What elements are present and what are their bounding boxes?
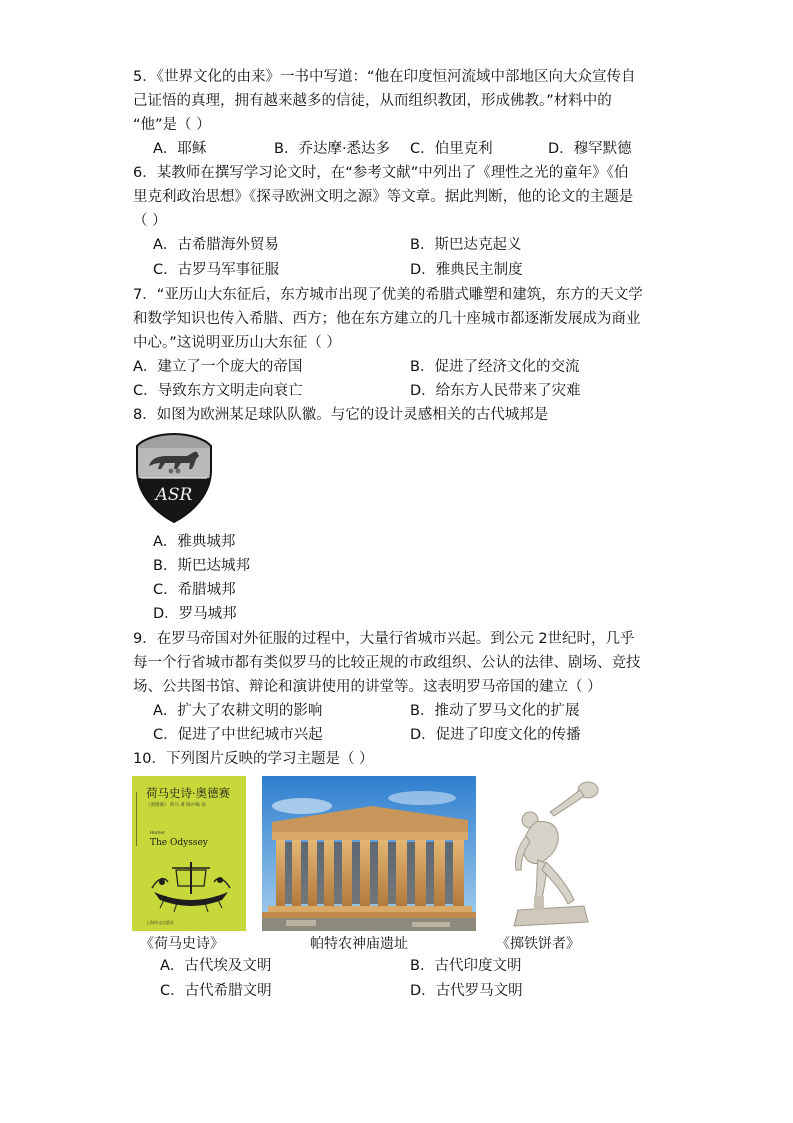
q7-option-b[interactable]: B．促进了经济文化的交流 (410, 359, 580, 375)
ship-illustration-icon (148, 858, 234, 914)
q5-stem-line1: 5．《世界文化的由来》一书中写道：“他在印度恒河流域中部地区向大众宣传自 (133, 69, 636, 85)
parthenon-ruins-image (262, 776, 476, 931)
q6-option-b[interactable]: B．斯巴达克起义 (410, 237, 522, 253)
q9-option-b[interactable]: B．推动了罗马文化的扩展 (410, 703, 580, 719)
q10-option-c[interactable]: C．古代希腊文明 (160, 983, 272, 999)
q6-option-d[interactable]: D．雅典民主制度 (410, 262, 523, 278)
caption-parthenon: 帕特农神庙遗址 (310, 936, 408, 952)
book-subtitle: 《奥德赛》 荷马 著 陈中梅 译 (146, 803, 206, 808)
q9-stem-line2: 每一个行省城市都有类似罗马的比较正规的市政组织、公认的法律、剧场、竞技 (133, 655, 641, 671)
q5-option-b[interactable]: B．乔达摩·悉达多 (274, 141, 391, 157)
book-author-en: Homer (150, 831, 166, 836)
book-title-en: The Odyssey (150, 838, 208, 848)
q8-stem-line1: 8．如图为欧洲某足球队队徽。与它的设计灵感相关的古代城邦是 (133, 407, 549, 423)
book-title-cn: 荷马史诗·奥德赛 (146, 786, 231, 800)
discobolus-statue-image (488, 776, 608, 931)
q7-stem-line1: 7．“亚历山大东征后，东方城市出现了优美的希腊式雕塑和建筑，东方的天文学 (133, 287, 643, 303)
q10-option-b[interactable]: B．古代印度文明 (410, 958, 522, 974)
q5-stem-line3: “他”是（ ） (133, 117, 211, 133)
crest-monogram: ASR (155, 485, 193, 505)
q7-option-a[interactable]: A．建立了一个庞大的帝国 (133, 359, 303, 375)
q8-option-b[interactable]: B．斯巴达城邦 (153, 558, 250, 574)
q5-option-d[interactable]: D．穆罕默德 (548, 141, 632, 157)
q6-stem-line1: 6．某教师在撰写学习论文时，在“参考文献”中列出了《理性之光的童年》《伯 (133, 165, 629, 181)
q9-option-c[interactable]: C．促进了中世纪城市兴起 (153, 727, 323, 743)
q8-option-d[interactable]: D．罗马城邦 (153, 606, 237, 622)
q6-stem-line2: 里克利政治思想》《探寻欧洲文明之源》等文章。据此判断，他的论文的主题是 (133, 189, 634, 205)
q8-option-c[interactable]: C．希腊城邦 (153, 582, 236, 598)
q7-option-d[interactable]: D．给东方人民带来了灾难 (410, 383, 581, 399)
q9-stem-line1: 9．在罗马帝国对外征服的过程中，大量行省城市兴起。到公元 2世纪时，几乎 (133, 631, 635, 647)
q5-option-c[interactable]: C．伯里克利 (410, 141, 493, 157)
caption-homer-epics: 《荷马史诗》 (140, 936, 224, 952)
odyssey-book-cover-image (132, 776, 246, 931)
q9-stem-line3: 场、公共图书馆、辩论和演讲使用的讲堂等。这表明罗马帝国的建立（ ） (133, 679, 602, 695)
caption-discobolus: 《掷铁饼者》 (496, 936, 580, 952)
q7-option-c[interactable]: C．导致东方文明走向衰亡 (133, 383, 303, 399)
q8-option-a[interactable]: A．雅典城邦 (153, 534, 236, 550)
q10-option-d[interactable]: D．古代罗马文明 (410, 983, 523, 999)
q6-stem-line3: （ ） (133, 213, 167, 229)
q10-option-a[interactable]: A．古代埃及文明 (160, 958, 272, 974)
q6-option-a[interactable]: A．古希腊海外贸易 (153, 237, 279, 253)
q6-option-c[interactable]: C．古罗马军事征服 (153, 262, 280, 278)
q10-stem-line1: 10．下列图片反映的学习主题是（ ） (133, 751, 374, 767)
q7-stem-line2: 和数学知识也传入希腊、西方；他在东方建立的几十座城市都逐渐发展成为商业 (133, 311, 641, 327)
football-crest-image (135, 432, 213, 524)
q5-option-a[interactable]: A．耶稣 (153, 141, 207, 157)
book-publisher: 上海译文出版社 (146, 920, 174, 925)
book-spine-rule (136, 792, 143, 846)
q9-option-a[interactable]: A．扩大了农耕文明的影响 (153, 703, 323, 719)
q7-stem-line3: 中心。”这说明亚历山大东征（ ） (133, 335, 341, 351)
q9-option-d[interactable]: D．促进了印度文化的传播 (410, 727, 581, 743)
q5-stem-line2: 己证悟的真理，拥有越来越多的信徒，从而组织教团，形成佛教。”材料中的 (133, 93, 612, 109)
